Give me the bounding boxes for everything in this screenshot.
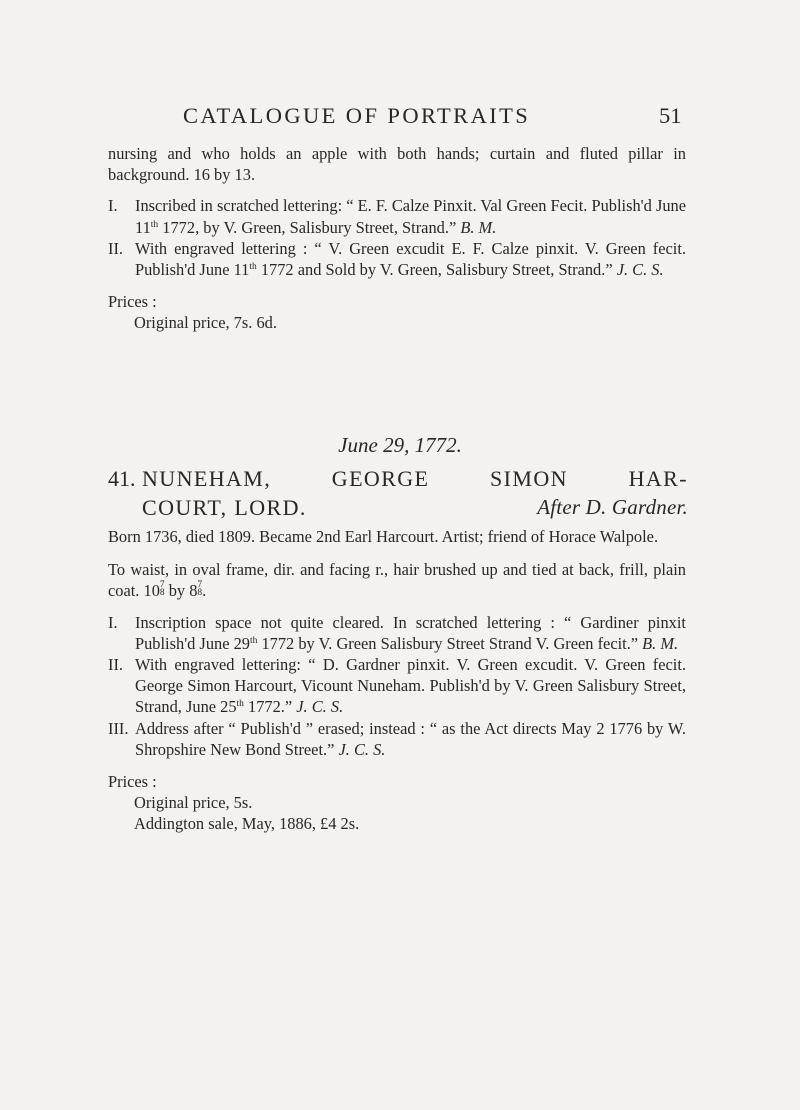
state-text: Address after “ Publish'd ” erased; instead : “ as the Act directs May 2 1776 by W. Shropshire New Bond Street.” J. C. S. [135,718,686,759]
state-numeral: III. [108,718,129,738]
state-numeral: I. [108,196,118,216]
page-number: 51 [659,103,682,128]
state-numeral: II. [108,655,124,675]
collection-mark: J. C. S. [616,260,664,280]
previous-entry-description: nursing and who holds an apple with both hands; curtain and fluted pillar in background. 16 by 13. [108,144,686,185]
entry-description: To waist, in oval frame, dir. and facing r., hair brushed up and tied at back, frill, plain coat. 10 7 8 by 8 7 8 . [108,560,686,601]
collection-mark: B. M. [642,633,679,653]
state-text: With engraved lettering: “ D. Gardner pinxit. V. Green excudit. V. Green fecit. George Simon Harcourt, Vicount Nuneham. Publish'd by V. Green Salisbury Street, Strand, June 25th 1772.” J. C. S. [135,655,686,717]
entry-body [108,526,686,835]
previous-entry-prices [108,291,686,333]
entry-heading [108,465,688,521]
price-line: Original price, 7s. 6d. [134,313,277,333]
state-item [108,654,686,718]
state-item [108,718,686,760]
state-text: Inscription space not quite cleared. In scratched lettering : “ Gardiner pinxit Publish'd June 29th 1772 by V. Green Salisbury Street Strand V. Green fecit.” B. M. [135,612,686,653]
entry-states [108,612,686,760]
state-item [108,238,686,280]
running-title: CATALOGUE OF PORTRAITS [183,103,531,128]
artist-attribution: After D. Gardner. [537,495,688,519]
collection-mark: J. C. S. [296,697,344,717]
collection-mark: B. M. [460,217,497,237]
state-item [108,195,686,237]
previous-entry-continuation [108,143,686,334]
state-numeral: I. [108,612,118,632]
entry-number: 41. [108,466,136,491]
fraction: 7 8 [159,580,165,599]
prices-label: Prices : [108,772,157,792]
state-item [108,612,686,654]
fraction: 7 8 [197,580,203,599]
state-text: Inscribed in scratched lettering: “ E. F. Calze Pinxit. Val Green Fecit. Publish'd June 11th 1772, by V. Green, Salisbury Street, Strand.” B. M. [135,196,686,237]
price-sale: Addington sale, May, 1886, £4 2s. [134,814,360,834]
entry-prices [108,771,686,835]
price-original: Original price, 5s. [134,793,253,813]
previous-entry-states [108,195,686,280]
prices-label: Prices : [108,292,157,312]
entry-bio: Born 1736, died 1809. Became 2nd Earl Harcourt. Artist; friend of Horace Walpole. [108,527,659,546]
publication-date: June 29, 1772. [338,433,462,457]
page-header [0,103,800,133]
state-text: With engraved lettering : “ V. Green excudit E. F. Calze pinxit. V. Green fecit. Publish'd June 11th 1772 and Sold by V. Green, Salisbury Street, Strand.” J. C. S. [135,238,686,280]
sitter-name: NUNEHAM, GEORGE SIMON HAR- [142,466,688,491]
collection-mark: J. C. S. [338,739,386,759]
sitter-name-continued: COURT, LORD. [142,495,307,520]
state-numeral: II. [108,238,124,258]
